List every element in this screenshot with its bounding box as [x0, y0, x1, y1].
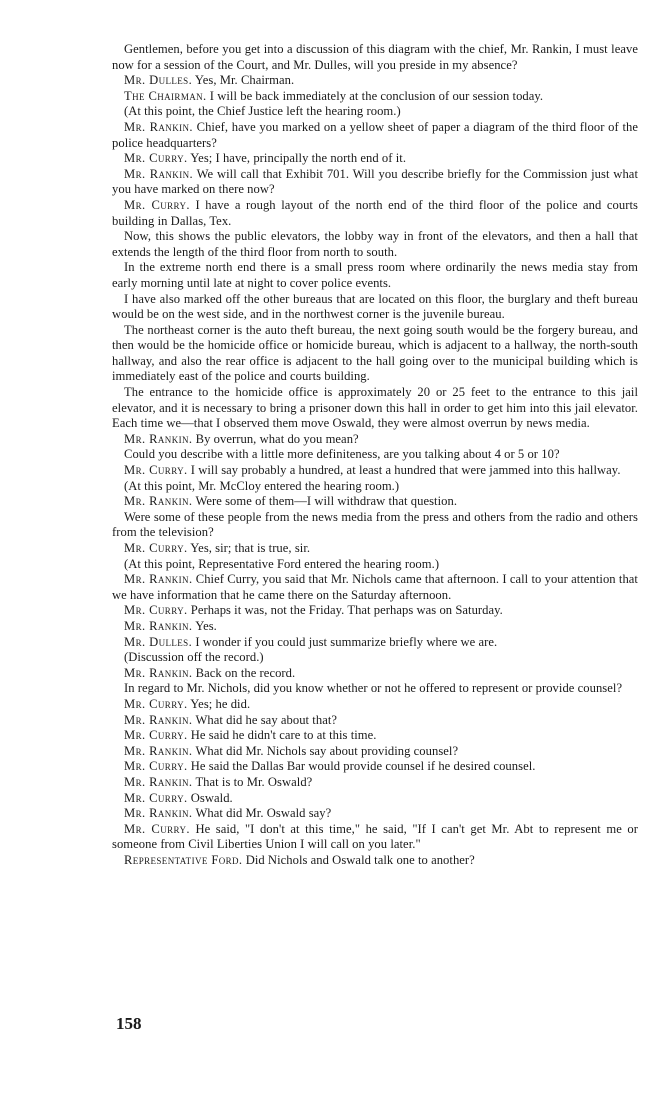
speaker-name: Mr. Curry. — [124, 463, 188, 478]
paragraph-text: Chief, have you marked on a yellow sheet of paper a diagram of the third floor of the police headquarters? — [112, 119, 638, 150]
paragraph-text: Chief Curry, you said that Mr. Nichols came that afternoon. I call to your attention that we have information that he came there on the Saturday afternoon. — [112, 572, 638, 602]
paragraph-text: Gentlemen, before you get into a discussion of this diagram with the chief, Mr. Rankin, I must leave now for a session of the Court, and Mr. Dulles, will you preside in my absence? — [112, 42, 638, 72]
paragraph-text: The northeast corner is the auto theft bureau, the next going south would be the forgery bureau, and then would be the homicide office or homicide bureau, which is adjacent to a hallway, the north-south hallway, and also the rear office is adjacent to the hall going over to the municipal building which is immediately east of the police and courts building. — [112, 322, 638, 384]
transcript-paragraph — [112, 151, 638, 167]
transcript-paragraph — [112, 104, 638, 120]
speaker-name: The Chairman. — [124, 88, 207, 103]
paragraph-text: Back on the record. — [195, 665, 296, 680]
paragraph-text: Yes, sir; that is true, sir. — [190, 541, 311, 555]
speaker-name: Mr. Rankin. — [124, 774, 193, 789]
paragraph-text: He said, "I don't at this time," he said, "If I can't get Mr. Abt to represent me or someone from Civil Liberties Union I will call on you later." — [112, 821, 639, 852]
paragraph-text: He said he didn't care to at this time. — [190, 728, 377, 743]
speaker-name: Mr. Curry. — [124, 790, 188, 805]
transcript-paragraph — [112, 323, 638, 385]
paragraph-text: The entrance to the homicide office is approximately 20 or 25 feet to the entrance to this jail elevator, and it is necessary to bring a prisoner down this hall in order to get him into this jail elevator. Each time we—that I observed them move Oswald, they were almost overrun by news media. — [112, 385, 638, 431]
paragraph-text: I have a rough layout of the north end of the third floor of the police and courts building in Dallas, Tex. — [112, 197, 638, 228]
paragraph-text: (At this point, the Chief Justice left the hearing room.) — [124, 104, 401, 119]
paragraph-text: Yes. — [195, 618, 217, 633]
paragraph-text: Were some of these people from the news media from the press and others from the radio and others from the television? — [112, 509, 638, 540]
transcript-paragraph — [112, 775, 638, 791]
paragraph-text: He said the Dallas Bar would provide counsel if he desired counsel. — [190, 759, 536, 774]
paragraph-text: What did he say about that? — [195, 712, 338, 727]
transcript-paragraph — [112, 229, 638, 260]
transcript-paragraph — [112, 89, 638, 105]
transcript-paragraph — [112, 650, 638, 666]
speaker-name: Mr. Rankin. — [124, 712, 193, 727]
paragraph-text: We will call that Exhibit 701. Will you describe briefly for the Commission just what you have marked on there now? — [112, 166, 638, 197]
transcript-paragraph — [112, 260, 638, 291]
transcript-paragraph — [112, 463, 638, 479]
transcript-paragraph — [112, 42, 638, 73]
transcript-paragraph — [112, 744, 638, 760]
speaker-name: Mr. Rankin. — [124, 119, 193, 134]
transcript-paragraph — [112, 806, 638, 822]
transcript-paragraph — [112, 822, 638, 853]
paragraph-text: (At this point, Mr. McCloy entered the hearing room.) — [124, 478, 400, 493]
speaker-name: Mr. Dulles. — [124, 73, 193, 88]
transcript-paragraph — [112, 447, 638, 463]
transcript-paragraph — [112, 73, 638, 89]
transcript-paragraph — [112, 713, 638, 729]
transcript-paragraph — [112, 541, 638, 557]
speaker-name: Mr. Curry. — [124, 696, 188, 711]
paragraph-text: What did Mr. Oswald say? — [195, 806, 332, 821]
paragraph-text: I wonder if you could just summarize briefly where we are. — [195, 634, 498, 649]
speaker-name: Mr. Rankin. — [124, 431, 193, 446]
paragraph-text: Were some of them—I will withdraw that question. — [195, 494, 458, 509]
paragraph-text: Yes; he did. — [190, 696, 251, 711]
speaker-name: Mr. Rankin. — [124, 743, 193, 758]
transcript-paragraph — [112, 681, 638, 697]
paragraph-text: What did Mr. Nichols say about providing counsel? — [195, 743, 459, 758]
speaker-name: Mr. Curry. — [124, 197, 190, 212]
speaker-name: Mr. Curry. — [124, 603, 188, 618]
transcript-paragraph — [112, 791, 638, 807]
transcript-paragraph — [112, 479, 638, 495]
page-number: 158 — [116, 1014, 142, 1033]
transcript-paragraph — [112, 198, 638, 229]
speaker-name: Mr. Curry. — [124, 728, 188, 743]
transcript-paragraph — [112, 494, 638, 510]
transcript-paragraph — [112, 619, 638, 635]
speaker-name: Mr. Rankin. — [124, 572, 193, 587]
paragraph-text: Perhaps it was, not the Friday. That perhaps was on Saturday. — [190, 603, 503, 618]
speaker-name: Mr. Curry. — [124, 821, 190, 836]
transcript-paragraph — [112, 167, 638, 198]
transcript-paragraph — [112, 666, 638, 682]
paragraph-text: Did Nichols and Oswald talk one to another? — [245, 852, 475, 867]
speaker-name: Mr. Curry. — [124, 759, 188, 774]
paragraph-text: (At this point, Representative Ford entered the hearing room.) — [124, 556, 440, 571]
paragraph-text: I will say probably a hundred, at least a hundred that were jammed into this hallway. — [190, 463, 621, 478]
paragraph-text: Could you describe with a little more definiteness, are you talking about 4 or 5 or 10? — [124, 447, 560, 462]
speaker-name: Mr. Curry. — [124, 541, 188, 555]
transcript-paragraph — [112, 385, 638, 432]
transcript-paragraph — [112, 120, 638, 151]
paragraph-text: (Discussion off the record.) — [124, 650, 264, 665]
transcript-paragraph — [112, 728, 638, 744]
paragraph-text: Oswald. — [190, 790, 233, 805]
speaker-name: Mr. Rankin. — [124, 166, 194, 181]
paragraph-text: By overrun, what do you mean? — [195, 431, 359, 446]
speaker-name: Representative Ford. — [124, 852, 243, 867]
speaker-name: Mr. Rankin. — [124, 806, 193, 821]
paragraph-text: In regard to Mr. Nichols, did you know whether or not he offered to represent or provide counsel? — [124, 681, 623, 696]
transcript-paragraph — [112, 292, 638, 323]
paragraph-text: I will be back immediately at the conclusion of our session today. — [209, 88, 544, 103]
transcript-paragraph — [112, 603, 638, 619]
paragraph-text: In the extreme north end there is a small press room where ordinarily the news media stay from early morning until late at night to cover police events. — [112, 260, 638, 290]
speaker-name: Mr. Dulles. — [124, 634, 193, 649]
transcript-paragraph — [112, 697, 638, 713]
paragraph-text: Now, this shows the public elevators, the lobby way in front of the elevators, and then a hall that extends the length of the third floor from north to south. — [112, 229, 638, 259]
transcript-paragraph — [112, 635, 638, 651]
paragraph-text: Yes, Mr. Chairman. — [194, 73, 295, 88]
document-body — [112, 42, 638, 868]
transcript-paragraph — [112, 557, 638, 573]
paragraph-text: Yes; I have, principally the north end of it. — [190, 151, 407, 166]
transcript-paragraph — [112, 572, 638, 603]
transcript-paragraph — [112, 853, 638, 869]
paragraph-text: That is to Mr. Oswald? — [195, 774, 313, 789]
speaker-name: Mr. Rankin. — [124, 618, 193, 633]
transcript-paragraph — [112, 759, 638, 775]
paragraph-text: I have also marked off the other bureaus that are located on this floor, the burglary and theft bureau would be on the west side, and in the northwest corner is the juvenile bureau. — [112, 291, 638, 322]
speaker-name: Mr. Curry. — [124, 151, 188, 166]
transcript-paragraph — [112, 510, 638, 541]
speaker-name: Mr. Rankin. — [124, 665, 193, 680]
transcript-paragraph — [112, 432, 638, 448]
speaker-name: Mr. Rankin. — [124, 494, 193, 509]
